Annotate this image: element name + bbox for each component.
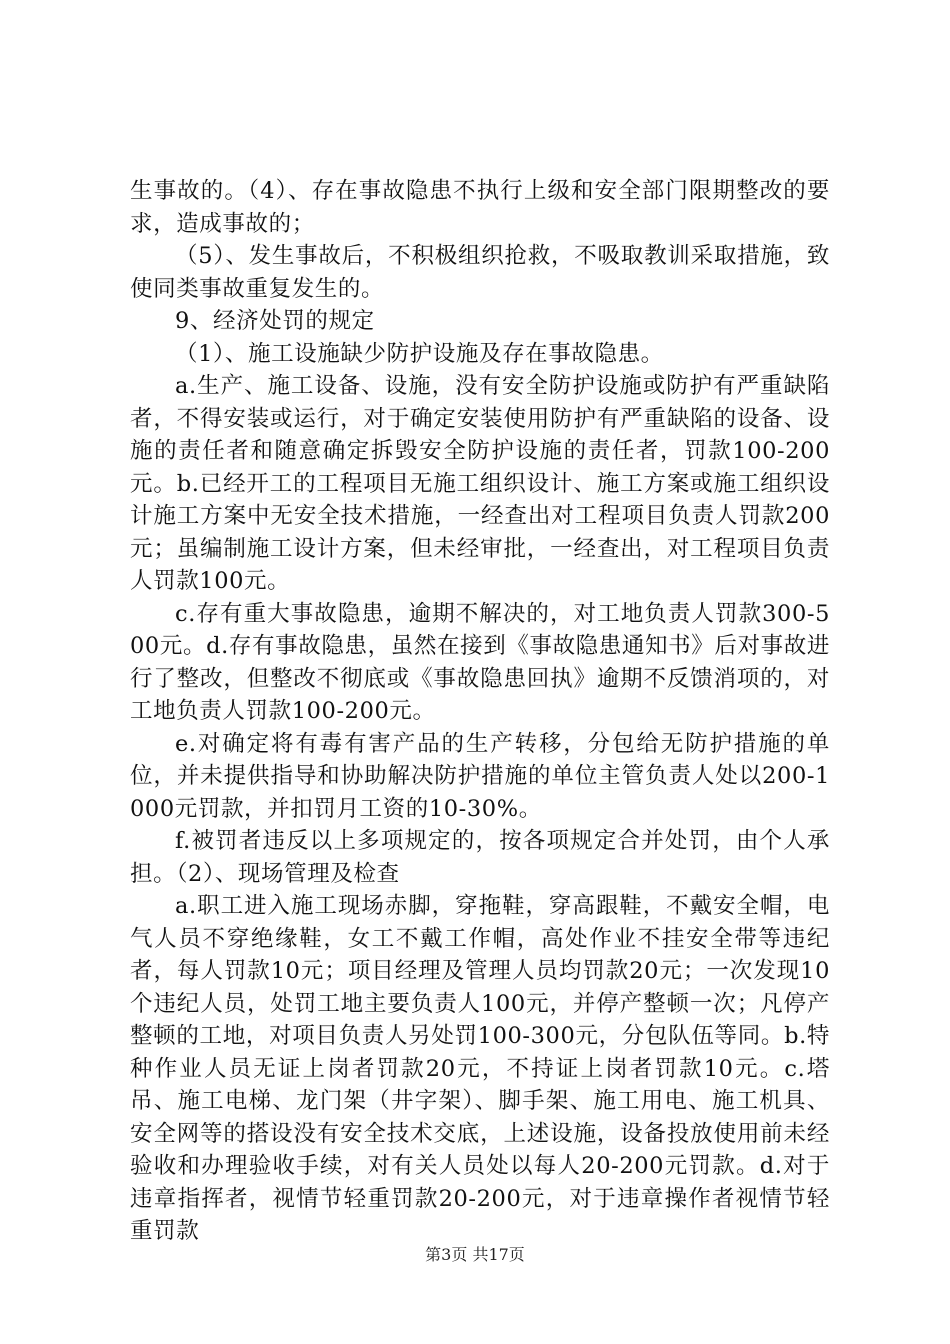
paragraph: a.生产、施工设备、设施，没有安全防护设施或防护有严重缺陷者，不得安装或运行，对于确定安装使用防护有严重缺陷的设备、设施的责任者和随意确定拆毁安全防护设施的责任者，罚款100-200元。b.已经开工的工程项目无施工组织设计、施工方案或施工组织设计施工方案中无安全技术措施，一经查出对工程项目负责人罚款200元；虽编制施工设计方案，但未经审批，一经查出，对工程项目负责人罚款100元。 (130, 373, 830, 594)
section-heading: 9、经济处罚的规定 (175, 308, 375, 334)
paragraph: f.被罚者违反以上多项规定的，按各项规定合并处罚，由个人承担。（2）、现场管理及检查 (130, 828, 830, 887)
paragraph: c.存有重大事故隐患，逾期不解决的，对工地负责人罚款300-500元。d.存有事故隐患，虽然在接到《事故隐患通知书》后对事故进行了整改，但整改不彻底或《事故隐患回执》逾期不反馈消项的，对工地负责人罚款100-200元。 (130, 600, 830, 724)
page-number-footer: 第3页 共17页 (425, 1245, 525, 1264)
paragraph: 生事故的。（4）、存在事故隐患不执行上级和安全部门限期整改的要求，造成事故的； (130, 178, 830, 237)
document-body (130, 175, 830, 1248)
paragraph: （5）、发生事故后，不积极组织抢救，不吸取教训采取措施，致使同类事故重复发生的。 (130, 243, 830, 302)
paragraph: e.对确定将有毒有害产品的生产转移，分包给无防护措施的单位，并未提供指导和协助解决防护措施的单位主管负责人处以200-1000元罚款，并扣罚月工资的10-30%。 (130, 730, 830, 822)
paragraph: （1）、施工设施缺少防护设施及存在事故隐患。 (175, 340, 664, 367)
paragraph: a.职工进入施工现场赤脚，穿拖鞋，穿高跟鞋，不戴安全帽，电气人员不穿绝缘鞋，女工不戴工作帽，高处作业不挂安全带等违纪者，每人罚款10元；项目经理及管理人员均罚款20元；一次发现10个违纪人员，处罚工地主要负责人100元，并停产整顿一次；凡停产整顿的工地，对项目负责人另处罚100-300元，分包队伍等同。b.特种作业人员无证上岗者罚款20元，不持证上岗者罚款10元。c.塔吊、施工电梯、龙门架（井字架）、脚手架、施工用电、施工机具、安全网等的搭设没有安全技术交底，上述设施，设备投放使用前未经验收和办理验收手续，对有关人员处以每人20-200元罚款。d.对于违章指挥者，视情节轻重罚款20-200元，对于违章操作者视情节轻重罚款 (130, 893, 830, 1244)
